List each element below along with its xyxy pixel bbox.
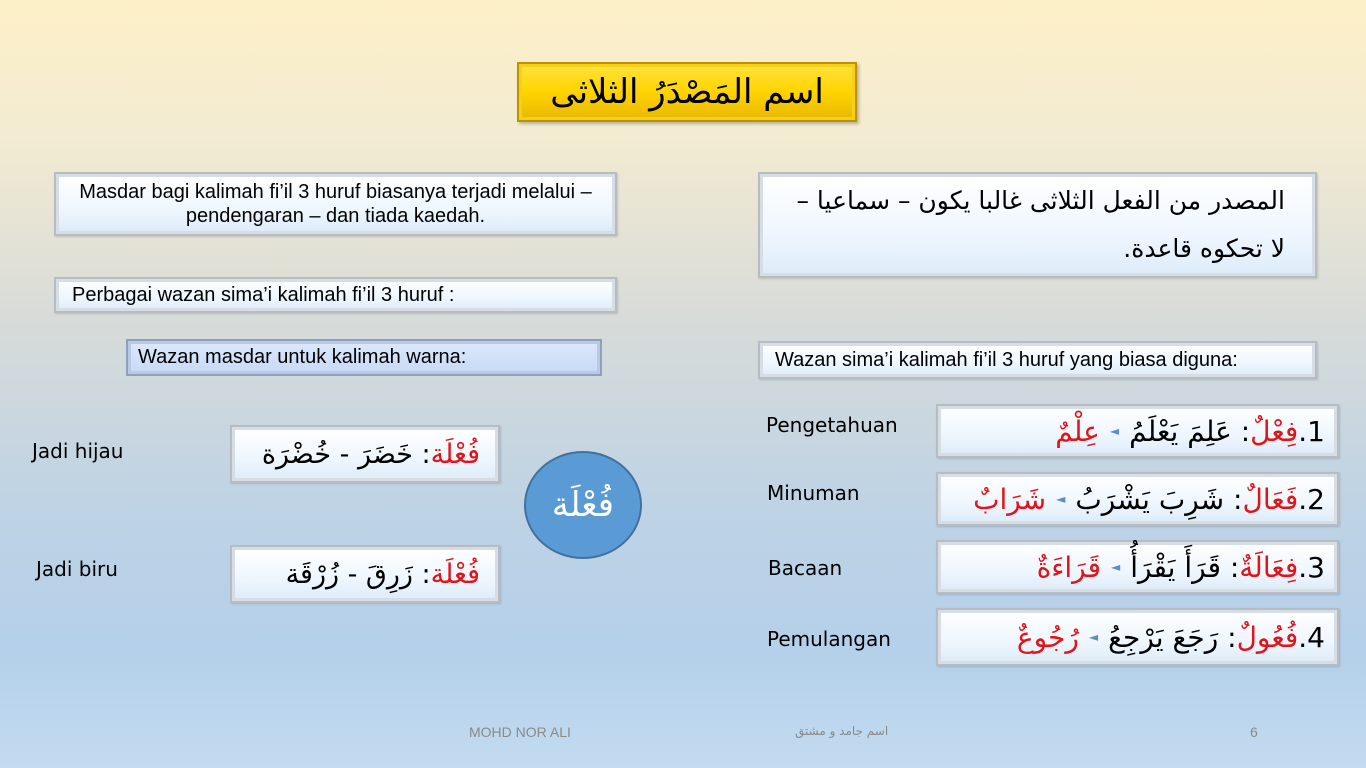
right-wazan-heading-box [758,341,1317,379]
warna-heading: Wazan masdar untuk kalimah warna: [138,346,467,368]
item-label-pengetahuan: Pengetahuan [766,413,898,437]
item-wazan-4: فُعُولٌ [1236,620,1299,654]
item-box-2 [936,472,1339,526]
footer-author: MOHD NOR ALI [469,724,571,740]
color-label-biru: Jadi biru [36,557,118,581]
arrow-left-icon: ◄ [1111,560,1121,574]
color-wazan-biru: فُعْلَة [430,558,480,590]
item-masdar-2: شَرَابٌ [973,482,1047,516]
color-box-hijau [230,425,500,483]
item-masdar-3: قَرَاءَةٌ [1036,550,1102,584]
page-title-text: اسم المَصْدَرُ الثلاثى [550,72,824,112]
left-wazan-heading: Perbagai wazan sima’i kalimah fi’il 3 huruf : [72,283,455,306]
left-intro-box [54,172,617,236]
color-label-hijau: Jadi hijau [32,439,124,463]
item-label-minuman: Minuman [767,481,860,505]
item-label-pemulangan: Pemulangan [767,627,891,651]
arrow-left-icon: ◄ [1088,630,1099,644]
wazan-circle [524,451,642,559]
color-example-hijau: : خَضَرَ - خُضْرَة [261,438,431,470]
right-wazan-heading: Wazan sima’i kalimah fi’il 3 huruf yang biasa diguna: [775,348,1238,371]
item-num-3: 3. [1298,550,1325,584]
left-wazan-heading-box [54,277,617,313]
footer-topic: اسم جامد و مشتق [795,724,889,738]
item-wazan-2: فَعَالٌ [1242,482,1299,516]
item-verbs-4: : رَجَعَ يَرْجِعُ [1108,620,1237,654]
item-verbs-2: : شَرِبَ يَشْرَبُ [1075,482,1243,516]
item-verbs-3: : قَرَأَ يَقْرَأُ [1130,550,1240,584]
color-box-biru [230,545,500,603]
item-num-1: 1. [1298,414,1325,448]
item-box-1 [936,404,1339,458]
left-intro-text: Masdar bagi kalimah fi’il 3 huruf biasanya terjadi melalui – pendengaran – dan tiada kaedah. [79,181,592,227]
wazan-circle-text: فُعْلَة [551,485,615,525]
item-num-2: 2. [1298,482,1325,516]
item-verbs-1: : عَلِمَ يَعْلَمُ [1129,414,1251,448]
page-title [517,62,857,122]
item-label-bacaan: Bacaan [768,556,843,580]
item-box-3 [936,540,1339,594]
item-wazan-3: فِعَالَةٌ [1239,550,1299,584]
item-wazan-1: فِعْلٌ [1250,414,1299,448]
right-intro-box [758,172,1317,278]
item-box-4 [936,608,1339,666]
color-example-biru: : زَرِقَ - زُرْقَة [285,558,431,590]
footer-page-number: 6 [1250,724,1258,740]
arrow-left-icon: ◄ [1109,424,1120,438]
item-masdar-1: عِلْمٌ [1055,414,1100,448]
item-num-4: 4. [1298,620,1325,654]
warna-heading-box [126,339,602,376]
arrow-left-icon: ◄ [1056,492,1066,506]
color-wazan-hijau: فُعْلَة [430,438,480,470]
item-masdar-4: رُجُوعٌ [1016,620,1079,654]
right-intro-text: المصدر من الفعل الثلاثى غالبا يكون – سماعيا – لا تحكوه قاعدة. [796,186,1285,263]
